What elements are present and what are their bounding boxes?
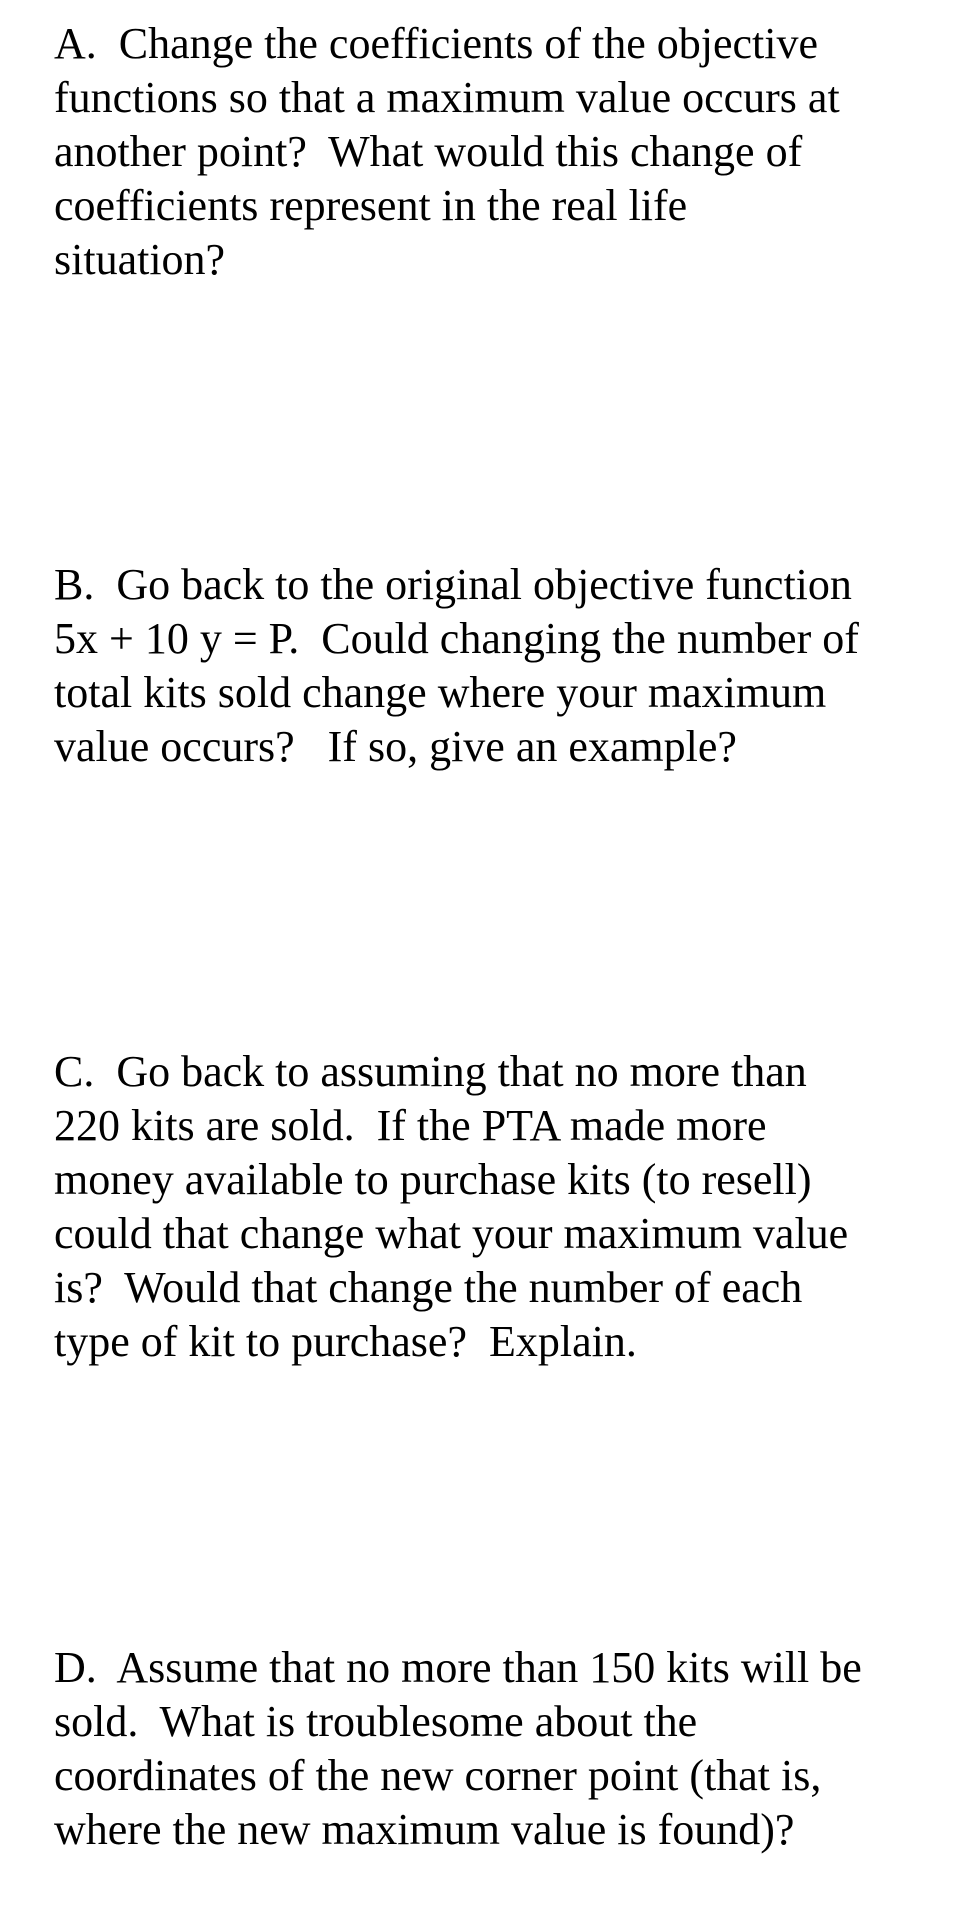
question-d-line-2: sold. What is troublesome about the [54,1697,698,1746]
question-b-line-3: total kits sold change where your maximum [54,668,827,717]
question-d-line-3: coordinates of the new corner point (that is, [54,1751,822,1800]
question-a-line-4: coefficients represent in the real life [54,181,688,230]
question-b-line-1: B. Go back to the original objective function [54,560,852,609]
question-d [54,1641,934,1857]
question-c-line-6: type of kit to purchase? Explain. [54,1317,637,1366]
question-b [54,558,934,774]
question-c-line-1: C. Go back to assuming that no more than [54,1047,807,1096]
question-c-line-5: is? Would that change the number of each [54,1263,803,1312]
question-a-line-5: situation? [54,235,226,284]
question-b-line-4: value occurs? If so, give an example? [54,722,737,771]
question-a-line-2: functions so that a maximum value occurs at [54,73,840,122]
question-b-line-2: 5x + 10 y = P. Could changing the number of [54,614,859,663]
question-a-line-3: another point? What would this change of [54,127,803,176]
question-c-line-3: money available to purchase kits (to resell) [54,1155,812,1204]
question-d-line-1: D. Assume that no more than 150 kits will be [54,1643,862,1692]
question-c [54,1045,934,1369]
question-a [54,17,934,287]
question-c-line-4: could that change what your maximum value [54,1209,849,1258]
question-d-line-4: where the new maximum value is found)? [54,1805,795,1854]
question-a-line-1: A. Change the coefficients of the objective [54,19,819,68]
question-c-line-2: 220 kits are sold. If the PTA made more [54,1101,767,1150]
